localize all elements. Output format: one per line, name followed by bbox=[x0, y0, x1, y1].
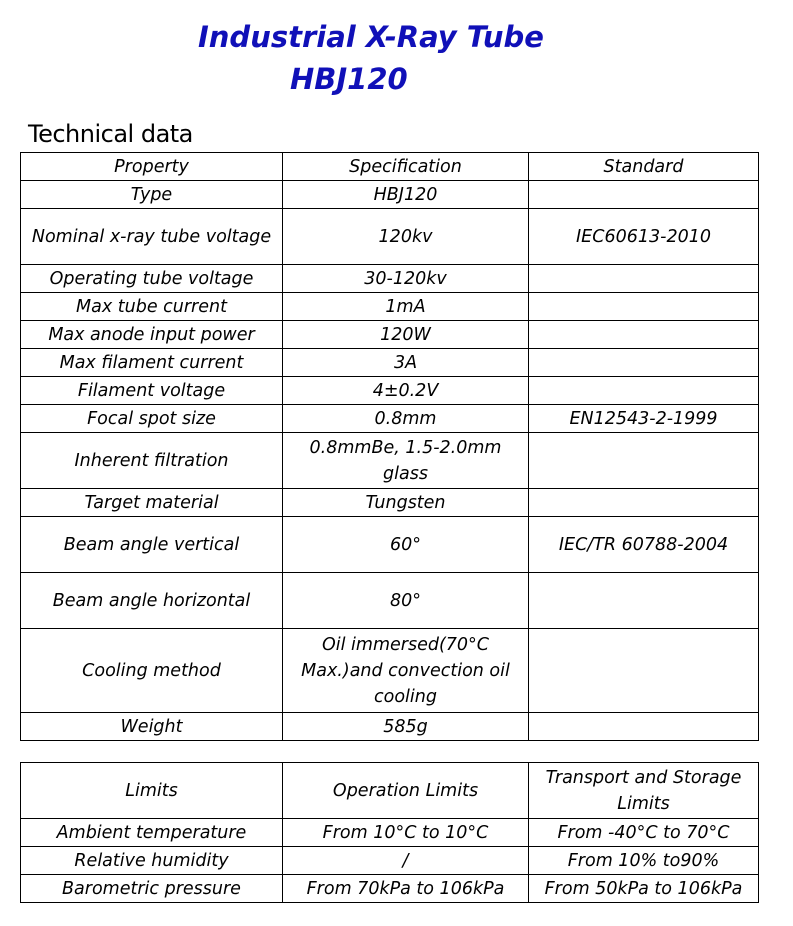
table-cell: IEC60613-2010 bbox=[529, 209, 759, 265]
table-header-row bbox=[21, 153, 759, 181]
table-row bbox=[21, 433, 759, 489]
table-cell: 3A bbox=[283, 349, 529, 377]
table-header-cell: Limits bbox=[21, 763, 283, 819]
table-header-cell: Standard bbox=[529, 153, 759, 181]
table-cell: EN12543-2-1999 bbox=[529, 405, 759, 433]
table-cell: Target material bbox=[21, 489, 283, 517]
table-row bbox=[21, 847, 759, 875]
model-title: HBJ120 bbox=[290, 62, 408, 96]
table-row bbox=[21, 377, 759, 405]
table-row bbox=[21, 349, 759, 377]
table-cell: From 10% to90% bbox=[529, 847, 759, 875]
table-cell: Type bbox=[21, 181, 283, 209]
table-header-row bbox=[21, 763, 759, 819]
table-cell: Ambient temperature bbox=[21, 819, 283, 847]
table-cell bbox=[529, 573, 759, 629]
table-cell bbox=[529, 433, 759, 489]
table-header-cell: Property bbox=[21, 153, 283, 181]
table-row bbox=[21, 405, 759, 433]
table-header-cell: Transport and Storage Limits bbox=[529, 763, 759, 819]
table-row bbox=[21, 713, 759, 741]
table-row bbox=[21, 265, 759, 293]
table-cell: Filament voltage bbox=[21, 377, 283, 405]
table-cell: 1mA bbox=[283, 293, 529, 321]
table-cell: / bbox=[283, 847, 529, 875]
table-cell bbox=[529, 377, 759, 405]
table-cell bbox=[529, 629, 759, 713]
table-cell: Beam angle vertical bbox=[21, 517, 283, 573]
table-row bbox=[21, 875, 759, 903]
table-cell: Weight bbox=[21, 713, 283, 741]
table-cell: IEC/TR 60788-2004 bbox=[529, 517, 759, 573]
table-row bbox=[21, 629, 759, 713]
table-cell: From 10°C to 10°C bbox=[283, 819, 529, 847]
table-cell: Inherent filtration bbox=[21, 433, 283, 489]
table-row bbox=[21, 209, 759, 265]
table-cell: Cooling method bbox=[21, 629, 283, 713]
table-header-cell: Operation Limits bbox=[283, 763, 529, 819]
table-cell: 120W bbox=[283, 321, 529, 349]
table-row bbox=[21, 573, 759, 629]
document-title: Industrial X-Ray Tube bbox=[198, 20, 544, 54]
table-cell: Tungsten bbox=[283, 489, 529, 517]
table-cell: 60° bbox=[283, 517, 529, 573]
table-cell bbox=[529, 321, 759, 349]
table-cell: 30-120kv bbox=[283, 265, 529, 293]
table-cell bbox=[529, 713, 759, 741]
table-cell: Operating tube voltage bbox=[21, 265, 283, 293]
table-cell: 120kv bbox=[283, 209, 529, 265]
table-cell bbox=[529, 265, 759, 293]
table-cell: Max filament current bbox=[21, 349, 283, 377]
table-cell: From 50kPa to 106kPa bbox=[529, 875, 759, 903]
table-cell: 4±0.2V bbox=[283, 377, 529, 405]
table-row bbox=[21, 489, 759, 517]
table-row bbox=[21, 293, 759, 321]
table-row bbox=[21, 819, 759, 847]
table-cell: 0.8mmBe, 1.5-2.0mm glass bbox=[283, 433, 529, 489]
table-cell bbox=[529, 293, 759, 321]
table-row bbox=[21, 181, 759, 209]
table-header-cell: Specification bbox=[283, 153, 529, 181]
table-cell: Barometric pressure bbox=[21, 875, 283, 903]
technical-data-table bbox=[20, 152, 759, 741]
table-cell bbox=[529, 181, 759, 209]
table-cell: Beam angle horizontal bbox=[21, 573, 283, 629]
table-cell: Nominal x-ray tube voltage bbox=[21, 209, 283, 265]
table-cell: 80° bbox=[283, 573, 529, 629]
table-cell bbox=[529, 489, 759, 517]
table-cell: Max tube current bbox=[21, 293, 283, 321]
table-cell: Max anode input power bbox=[21, 321, 283, 349]
table-cell: 0.8mm bbox=[283, 405, 529, 433]
table-cell: Focal spot size bbox=[21, 405, 283, 433]
table-cell: Relative humidity bbox=[21, 847, 283, 875]
table-cell: Oil immersed(70°C Max.)and convection oil cooling bbox=[283, 629, 529, 713]
limits-table bbox=[20, 762, 759, 903]
table-cell: From 70kPa to 106kPa bbox=[283, 875, 529, 903]
table-row bbox=[21, 517, 759, 573]
table-cell: From -40°C to 70°C bbox=[529, 819, 759, 847]
table-cell: 585g bbox=[283, 713, 529, 741]
table-cell bbox=[529, 349, 759, 377]
table-row bbox=[21, 321, 759, 349]
section-heading: Technical data bbox=[28, 120, 193, 148]
table-cell: HBJ120 bbox=[283, 181, 529, 209]
